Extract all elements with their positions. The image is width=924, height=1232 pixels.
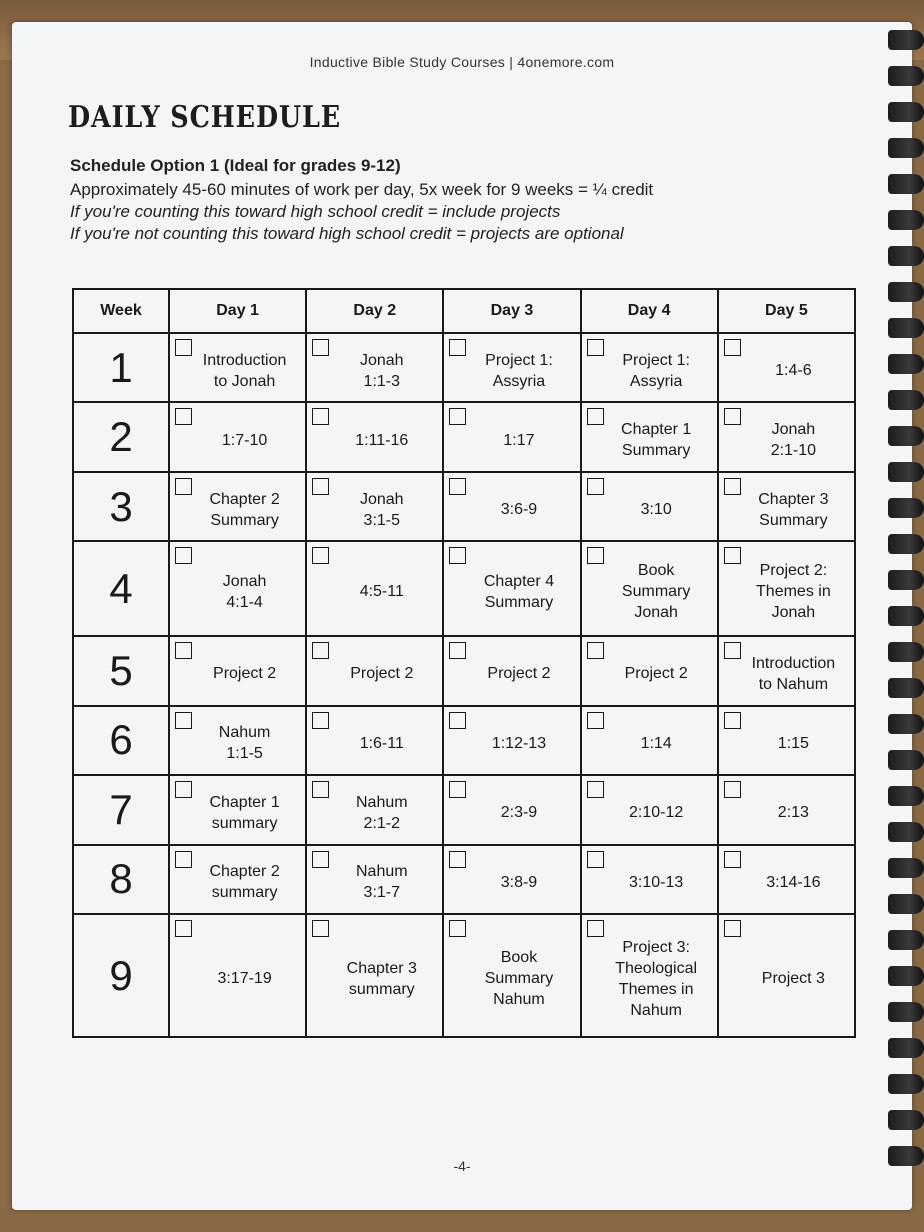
spiral-ring xyxy=(888,1110,924,1130)
header-day-1: Day 1 xyxy=(169,289,306,333)
day-assignment: Project 2 xyxy=(624,665,688,683)
day-cell xyxy=(169,402,306,471)
checkbox[interactable] xyxy=(449,712,466,729)
day-cell xyxy=(443,333,580,402)
day-cell xyxy=(718,636,855,705)
table-row xyxy=(73,636,855,705)
checkbox[interactable] xyxy=(449,478,466,495)
day-cell xyxy=(169,636,306,705)
spiral-ring xyxy=(888,966,924,986)
spiral-ring xyxy=(888,246,924,266)
checkbox[interactable] xyxy=(587,547,604,564)
day-assignment: Book Summary Jonah xyxy=(621,562,691,622)
checkbox[interactable] xyxy=(587,642,604,659)
spiral-ring xyxy=(888,930,924,950)
day-assignment: Project 1: Assyria xyxy=(485,351,553,390)
day-assignment: Jonah 3:1-5 xyxy=(359,490,404,529)
day-cell xyxy=(306,845,443,914)
day-cell xyxy=(306,706,443,775)
day-cell xyxy=(169,845,306,914)
spiral-ring xyxy=(888,714,924,734)
checkbox[interactable] xyxy=(175,642,192,659)
checkbox[interactable] xyxy=(175,408,192,425)
day-assignment: Chapter 3 Summary xyxy=(758,490,829,529)
spiral-ring xyxy=(888,390,924,410)
table-row xyxy=(73,775,855,844)
week-number: 4 xyxy=(73,541,169,636)
checkbox[interactable] xyxy=(449,851,466,868)
day-assignment: 1:7-10 xyxy=(221,431,268,449)
checkbox[interactable] xyxy=(312,642,329,659)
day-assignment: 1:11-16 xyxy=(355,431,409,449)
checkbox[interactable] xyxy=(449,547,466,564)
page-number: -4- xyxy=(453,1158,471,1174)
day-cell xyxy=(306,775,443,844)
spiral-ring xyxy=(888,498,924,518)
checkbox[interactable] xyxy=(724,547,741,564)
checkbox[interactable] xyxy=(724,642,741,659)
header-day-4: Day 4 xyxy=(581,289,718,333)
spiral-ring xyxy=(888,786,924,806)
header-day-5: Day 5 xyxy=(718,289,855,333)
day-cell xyxy=(169,775,306,844)
checkbox[interactable] xyxy=(724,920,741,937)
spiral-ring xyxy=(888,570,924,590)
intro-line-time: Approximately 45-60 minutes of work per day, 5x week for 9 weeks = ¼ credit xyxy=(70,180,654,199)
checkbox[interactable] xyxy=(312,781,329,798)
day-assignment: Chapter 1 summary xyxy=(209,793,280,832)
table-row xyxy=(73,914,855,1037)
day-assignment: Introduction to Jonah xyxy=(202,351,287,390)
checkbox[interactable] xyxy=(175,781,192,798)
day-assignment: 2:10-12 xyxy=(629,804,684,822)
checkbox[interactable] xyxy=(724,781,741,798)
day-assignment: 3:14-16 xyxy=(766,873,821,891)
page-title: DAILY SCHEDULE xyxy=(68,100,342,135)
day-assignment: Jonah 2:1-10 xyxy=(770,421,817,460)
week-number: 7 xyxy=(73,775,169,844)
intro-line-no-credit: If you're not counting this toward high school credit = projects are optional xyxy=(70,224,624,243)
checkbox[interactable] xyxy=(449,408,466,425)
spiral-ring xyxy=(888,678,924,698)
checkbox[interactable] xyxy=(175,920,192,937)
day-assignment: Chapter 3 summary xyxy=(346,959,417,998)
day-cell xyxy=(581,472,718,541)
day-assignment: 3:17-19 xyxy=(217,970,272,987)
checkbox[interactable] xyxy=(587,851,604,868)
day-cell xyxy=(306,541,443,636)
day-cell xyxy=(443,914,580,1037)
week-number: 2 xyxy=(73,402,169,471)
day-cell xyxy=(443,541,580,636)
day-cell xyxy=(718,706,855,775)
spiral-ring xyxy=(888,66,924,86)
day-cell xyxy=(581,706,718,775)
spiral-ring xyxy=(888,750,924,770)
table-row xyxy=(73,706,855,775)
header-day-2: Day 2 xyxy=(306,289,443,333)
day-assignment: 4:5-11 xyxy=(359,583,404,601)
day-assignment: 2:13 xyxy=(777,804,809,822)
checkbox[interactable] xyxy=(449,920,466,937)
day-cell xyxy=(581,541,718,636)
day-assignment: Chapter 2 summary xyxy=(209,863,280,902)
day-cell xyxy=(581,914,718,1037)
week-number: 8 xyxy=(73,845,169,914)
week-number: 1 xyxy=(73,333,169,402)
workbook-page xyxy=(12,22,912,1210)
day-assignment: Jonah 4:1-4 xyxy=(222,572,267,611)
day-assignment: Project 3 xyxy=(761,970,825,987)
checkbox[interactable] xyxy=(312,712,329,729)
schedule-table xyxy=(72,288,856,1038)
checkbox[interactable] xyxy=(587,408,604,425)
day-assignment: Project 1: Assyria xyxy=(622,351,690,390)
day-cell xyxy=(718,472,855,541)
day-assignment: Chapter 1 Summary xyxy=(621,421,692,460)
day-cell xyxy=(581,636,718,705)
day-assignment: Project 2: Themes in Jonah xyxy=(756,562,831,622)
day-assignment: 3:10-13 xyxy=(629,873,684,891)
spiral-ring xyxy=(888,858,924,878)
day-assignment: 3:10 xyxy=(640,501,672,519)
day-assignment: 1:6-11 xyxy=(359,734,404,752)
day-cell xyxy=(718,402,855,471)
checkbox[interactable] xyxy=(175,339,192,356)
spiral-ring xyxy=(888,1038,924,1058)
checkbox[interactable] xyxy=(449,339,466,356)
day-cell xyxy=(169,706,306,775)
spiral-ring xyxy=(888,606,924,626)
table-row xyxy=(73,402,855,471)
checkbox[interactable] xyxy=(724,478,741,495)
day-cell xyxy=(306,472,443,541)
day-cell xyxy=(169,914,306,1037)
spiral-ring xyxy=(888,138,924,158)
checkbox[interactable] xyxy=(587,920,604,937)
day-cell xyxy=(306,636,443,705)
checkbox[interactable] xyxy=(175,712,192,729)
day-cell xyxy=(443,706,580,775)
day-cell xyxy=(443,775,580,844)
day-cell xyxy=(718,914,855,1037)
day-assignment: 3:6-9 xyxy=(500,501,538,519)
day-cell xyxy=(306,914,443,1037)
day-cell xyxy=(169,541,306,636)
checkbox[interactable] xyxy=(724,851,741,868)
header-day-3: Day 3 xyxy=(443,289,580,333)
day-assignment: 1:17 xyxy=(503,431,535,449)
week-number: 9 xyxy=(73,914,169,1037)
day-assignment: 1:14 xyxy=(640,734,672,752)
day-assignment: 3:8-9 xyxy=(500,873,538,891)
day-assignment: Chapter 2 Summary xyxy=(209,490,280,529)
day-assignment: Introduction to Nahum xyxy=(751,654,836,693)
day-cell xyxy=(718,333,855,402)
spiral-ring xyxy=(888,30,924,50)
spiral-ring xyxy=(888,282,924,302)
checkbox[interactable] xyxy=(312,339,329,356)
spiral-ring xyxy=(888,534,924,554)
spiral-ring xyxy=(888,354,924,374)
spiral-ring xyxy=(888,210,924,230)
day-assignment: Chapter 4 Summary xyxy=(483,572,555,611)
header-week: Week xyxy=(73,289,169,333)
checkbox[interactable] xyxy=(724,339,741,356)
spiral-ring xyxy=(888,1002,924,1022)
checkbox[interactable] xyxy=(587,339,604,356)
running-head: Inductive Bible Study Courses | 4onemore.com xyxy=(309,54,615,70)
day-cell xyxy=(443,636,580,705)
day-assignment: Book Summary Nahum xyxy=(484,949,554,1008)
checkbox[interactable] xyxy=(449,642,466,659)
spiral-ring xyxy=(888,1074,924,1094)
checkbox[interactable] xyxy=(312,851,329,868)
checkbox[interactable] xyxy=(587,712,604,729)
day-cell xyxy=(581,845,718,914)
checkbox[interactable] xyxy=(175,851,192,868)
table-row xyxy=(73,541,855,636)
day-assignment: Jonah 1:1-3 xyxy=(359,351,404,390)
schedule-body xyxy=(73,333,855,1037)
day-cell xyxy=(306,333,443,402)
spiral-ring xyxy=(888,426,924,446)
day-cell xyxy=(169,472,306,541)
day-cell xyxy=(306,402,443,471)
checkbox[interactable] xyxy=(312,547,329,564)
spiral-ring xyxy=(888,318,924,338)
spiral-ring xyxy=(888,894,924,914)
checkbox[interactable] xyxy=(175,478,192,495)
day-assignment: 2:3-9 xyxy=(500,804,538,822)
spiral-ring xyxy=(888,1146,924,1166)
day-assignment: Project 2 xyxy=(350,665,414,683)
schedule-option-heading: Schedule Option 1 (Ideal for grades 9-12) xyxy=(70,156,401,175)
checkbox[interactable] xyxy=(449,781,466,798)
day-assignment: Project 2 xyxy=(213,665,277,683)
day-assignment: Nahum 1:1-5 xyxy=(218,724,271,763)
spiral-ring xyxy=(888,642,924,662)
day-assignment: 1:4-6 xyxy=(775,362,812,380)
table-row xyxy=(73,845,855,914)
day-cell xyxy=(581,775,718,844)
intro-line-credit: If you're counting this toward high school credit = include projects xyxy=(70,202,561,221)
checkbox[interactable] xyxy=(587,478,604,495)
day-assignment: Project 2 xyxy=(487,665,551,683)
week-number: 6 xyxy=(73,706,169,775)
week-number: 3 xyxy=(73,472,169,541)
day-assignment: Nahum 2:1-2 xyxy=(355,793,408,832)
schedule-intro xyxy=(70,156,790,246)
spiral-ring xyxy=(888,102,924,122)
day-assignment: 1:15 xyxy=(777,734,809,752)
day-cell xyxy=(718,541,855,636)
checkbox[interactable] xyxy=(587,781,604,798)
header-row xyxy=(73,289,855,333)
table-row xyxy=(73,333,855,402)
week-number: 5 xyxy=(73,636,169,705)
day-cell xyxy=(718,775,855,844)
table-row xyxy=(73,472,855,541)
spiral-ring xyxy=(888,174,924,194)
day-cell xyxy=(581,333,718,402)
checkbox[interactable] xyxy=(312,408,329,425)
day-cell xyxy=(443,402,580,471)
spiral-binding xyxy=(884,30,924,1180)
checkbox[interactable] xyxy=(724,712,741,729)
day-cell xyxy=(169,333,306,402)
day-assignment: Nahum 3:1-7 xyxy=(355,863,408,902)
checkbox[interactable] xyxy=(312,478,329,495)
checkbox[interactable] xyxy=(175,547,192,564)
day-assignment: Project 3: Theological Themes in Nahum xyxy=(615,938,698,1019)
checkbox[interactable] xyxy=(312,920,329,937)
spiral-ring xyxy=(888,462,924,482)
day-cell xyxy=(581,402,718,471)
day-cell xyxy=(718,845,855,914)
day-cell xyxy=(443,472,580,541)
day-assignment: 1:12-13 xyxy=(491,734,547,752)
day-cell xyxy=(443,845,580,914)
checkbox[interactable] xyxy=(724,408,741,425)
spiral-ring xyxy=(888,822,924,842)
